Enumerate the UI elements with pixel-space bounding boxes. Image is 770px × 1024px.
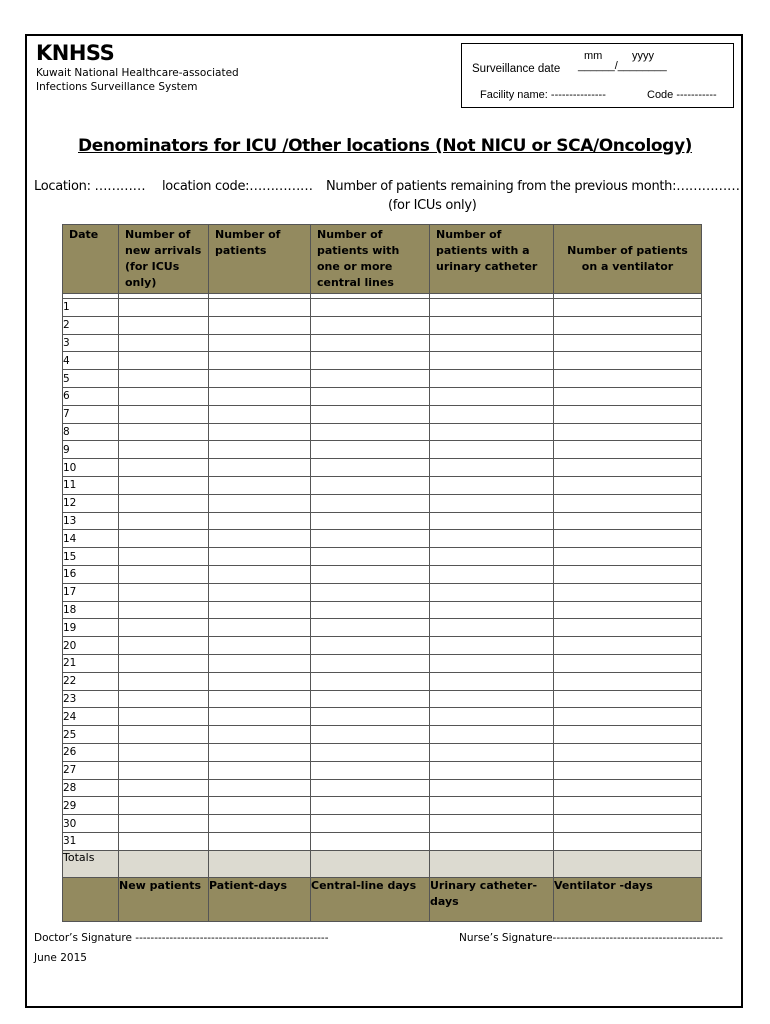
entry-cell[interactable] <box>209 637 311 655</box>
entry-cell[interactable] <box>311 512 430 530</box>
date-cell: 23 <box>63 690 119 708</box>
facility-name-field[interactable]: Facility name: --------------- <box>480 89 606 101</box>
entry-cell[interactable] <box>554 637 702 655</box>
surveillance-date-field[interactable]: ______/________ <box>578 60 667 72</box>
table-row <box>63 476 702 494</box>
icu-only-note: (for ICUs only) <box>388 198 477 213</box>
table-row <box>63 797 702 815</box>
entry-cell[interactable] <box>554 423 702 441</box>
date-cell: 21 <box>63 654 119 672</box>
entry-cell[interactable] <box>311 530 430 548</box>
date-cell: 4 <box>63 352 119 370</box>
entry-cell[interactable] <box>554 815 702 833</box>
date-cell: 19 <box>63 619 119 637</box>
entry-cell[interactable] <box>119 423 209 441</box>
summary-patient-days: Patient-days <box>209 877 311 921</box>
entry-cell[interactable] <box>430 797 554 815</box>
entry-cell[interactable] <box>430 779 554 797</box>
totals-cell[interactable] <box>209 850 311 877</box>
entry-cell[interactable] <box>209 743 311 761</box>
totals-cell[interactable] <box>311 850 430 877</box>
entry-cell[interactable] <box>554 708 702 726</box>
entry-cell[interactable] <box>311 690 430 708</box>
entry-cell[interactable] <box>430 405 554 423</box>
entry-cell[interactable] <box>311 779 430 797</box>
entry-cell[interactable] <box>311 494 430 512</box>
entry-cell[interactable] <box>554 530 702 548</box>
entry-cell[interactable] <box>554 672 702 690</box>
entry-cell[interactable] <box>430 619 554 637</box>
entry-cell[interactable] <box>554 565 702 583</box>
summary-new-patients: New patients <box>119 877 209 921</box>
brand-title: KNHSS <box>36 41 115 65</box>
entry-cell[interactable] <box>430 370 554 388</box>
entry-cell[interactable] <box>311 565 430 583</box>
entry-cell[interactable] <box>311 672 430 690</box>
entry-cell[interactable] <box>430 548 554 566</box>
table-row <box>63 601 702 619</box>
entry-cell[interactable] <box>554 761 702 779</box>
entry-cell[interactable] <box>311 619 430 637</box>
entry-cell[interactable] <box>311 423 430 441</box>
entry-cell[interactable] <box>430 832 554 850</box>
date-cell: 8 <box>63 423 119 441</box>
entry-cell[interactable] <box>554 832 702 850</box>
table-row <box>63 761 702 779</box>
entry-cell[interactable] <box>119 761 209 779</box>
entry-cell[interactable] <box>554 387 702 405</box>
date-cell: 6 <box>63 387 119 405</box>
date-cell: 5 <box>63 370 119 388</box>
table-row <box>63 441 702 459</box>
entry-cell[interactable] <box>430 654 554 672</box>
entry-cell[interactable] <box>209 779 311 797</box>
date-cell: 16 <box>63 565 119 583</box>
entry-cell[interactable] <box>430 352 554 370</box>
previous-month-field[interactable]: Number of patients remaining from the previous month:……………. <box>326 179 744 194</box>
entry-cell[interactable] <box>209 708 311 726</box>
header-ventilator: Number of patients on a ventilator <box>554 225 702 294</box>
date-cell: 22 <box>63 672 119 690</box>
entry-cell[interactable] <box>119 690 209 708</box>
header-central-lines: Number of patients with one or more central lines <box>311 225 430 294</box>
entry-cell[interactable] <box>554 654 702 672</box>
entry-cell[interactable] <box>311 815 430 833</box>
summary-urinary-catheter-days: Urinary catheter-days <box>430 877 554 921</box>
entry-cell[interactable] <box>311 548 430 566</box>
entry-cell[interactable] <box>430 708 554 726</box>
entry-cell[interactable] <box>430 637 554 655</box>
date-cell: 25 <box>63 726 119 744</box>
entry-cell[interactable] <box>209 494 311 512</box>
entry-cell[interactable] <box>311 761 430 779</box>
entry-cell[interactable] <box>311 387 430 405</box>
entry-cell[interactable] <box>430 672 554 690</box>
form-date: June 2015 <box>34 952 87 964</box>
entry-cell[interactable] <box>209 726 311 744</box>
entry-cell[interactable] <box>554 405 702 423</box>
entry-cell[interactable] <box>209 797 311 815</box>
entry-cell[interactable] <box>119 708 209 726</box>
entry-cell[interactable] <box>554 583 702 601</box>
year-label: yyyy <box>632 50 654 62</box>
entry-cell[interactable] <box>554 797 702 815</box>
entry-cell[interactable] <box>311 316 430 334</box>
entry-cell[interactable] <box>209 352 311 370</box>
entry-cell[interactable] <box>119 316 209 334</box>
date-cell: 18 <box>63 601 119 619</box>
table-row <box>63 832 702 850</box>
entry-cell[interactable] <box>209 334 311 352</box>
entry-cell[interactable] <box>311 352 430 370</box>
header-urinary-catheter: Number of patients with a urinary catheter <box>430 225 554 294</box>
entry-cell[interactable] <box>209 815 311 833</box>
table-row <box>63 423 702 441</box>
date-cell: 31 <box>63 832 119 850</box>
entry-cell[interactable] <box>119 405 209 423</box>
date-cell: 14 <box>63 530 119 548</box>
entry-cell[interactable] <box>554 352 702 370</box>
summary-blank <box>63 877 119 921</box>
entry-cell[interactable] <box>430 299 554 317</box>
location-code-field[interactable]: location code:…………… <box>162 179 313 194</box>
entry-cell[interactable] <box>209 387 311 405</box>
table-row <box>63 512 702 530</box>
date-cell: 10 <box>63 459 119 477</box>
entry-cell[interactable] <box>311 654 430 672</box>
entry-cell[interactable] <box>209 530 311 548</box>
table-row <box>63 565 702 583</box>
date-cell: 20 <box>63 637 119 655</box>
entry-cell[interactable] <box>209 565 311 583</box>
date-cell: 11 <box>63 476 119 494</box>
entry-cell[interactable] <box>430 441 554 459</box>
totals-cell[interactable] <box>554 850 702 877</box>
entry-cell[interactable] <box>119 779 209 797</box>
entry-cell[interactable] <box>119 476 209 494</box>
table-row <box>63 334 702 352</box>
table-header-row <box>63 225 702 294</box>
entry-cell[interactable] <box>209 512 311 530</box>
entry-cell[interactable] <box>430 512 554 530</box>
date-cell: 1 <box>63 299 119 317</box>
table-row <box>63 459 702 477</box>
entry-cell[interactable] <box>209 423 311 441</box>
entry-cell[interactable] <box>554 316 702 334</box>
table-row <box>63 743 702 761</box>
entry-cell[interactable] <box>554 334 702 352</box>
entry-cell[interactable] <box>554 779 702 797</box>
entry-cell[interactable] <box>209 405 311 423</box>
table-row <box>63 548 702 566</box>
entry-cell[interactable] <box>119 726 209 744</box>
table-row <box>63 387 702 405</box>
entry-cell[interactable] <box>209 548 311 566</box>
table-row <box>63 370 702 388</box>
date-cell: 17 <box>63 583 119 601</box>
entry-cell[interactable] <box>311 370 430 388</box>
brand-line-1: Kuwait National Healthcare-associated <box>36 67 239 79</box>
doctor-signature-field[interactable]: Doctor’s Signature --------------------------------------------------- <box>34 932 329 944</box>
entry-cell[interactable] <box>311 708 430 726</box>
entry-cell[interactable] <box>209 832 311 850</box>
entry-cell[interactable] <box>554 512 702 530</box>
entry-cell[interactable] <box>119 565 209 583</box>
entry-cell[interactable] <box>311 405 430 423</box>
entry-cell[interactable] <box>554 459 702 477</box>
surveillance-info-box <box>461 43 734 108</box>
brand-line-2: Infections Surveillance System <box>36 81 198 93</box>
entry-cell[interactable] <box>209 672 311 690</box>
entry-cell[interactable] <box>119 815 209 833</box>
entry-cell[interactable] <box>554 601 702 619</box>
nurse-signature-field[interactable]: Nurse’s Signature--------------------------------------------- <box>459 932 724 944</box>
entry-cell[interactable] <box>311 299 430 317</box>
month-label: mm <box>584 50 603 62</box>
date-cell: 15 <box>63 548 119 566</box>
entry-cell[interactable] <box>119 512 209 530</box>
entry-cell[interactable] <box>311 832 430 850</box>
entry-cell[interactable] <box>119 548 209 566</box>
table-row <box>63 726 702 744</box>
date-cell: 9 <box>63 441 119 459</box>
entry-cell[interactable] <box>119 370 209 388</box>
date-cell: 28 <box>63 779 119 797</box>
entry-cell[interactable] <box>430 565 554 583</box>
entry-cell[interactable] <box>119 672 209 690</box>
table-row <box>63 779 702 797</box>
table-body <box>63 294 702 851</box>
date-cell: 29 <box>63 797 119 815</box>
entry-cell[interactable] <box>554 494 702 512</box>
entry-cell[interactable] <box>554 690 702 708</box>
table-row <box>63 654 702 672</box>
entry-cell[interactable] <box>430 387 554 405</box>
entry-cell[interactable] <box>311 583 430 601</box>
entry-cell[interactable] <box>209 316 311 334</box>
summary-labels-row <box>63 877 702 921</box>
table-row <box>63 583 702 601</box>
table-row <box>63 494 702 512</box>
entry-cell[interactable] <box>209 761 311 779</box>
entry-cell[interactable] <box>119 441 209 459</box>
table-row <box>63 352 702 370</box>
code-field[interactable]: Code ----------- <box>647 89 717 101</box>
entry-cell[interactable] <box>209 476 311 494</box>
entry-cell[interactable] <box>311 726 430 744</box>
entry-cell[interactable] <box>430 459 554 477</box>
summary-central-line-days: Central-line days <box>311 877 430 921</box>
date-cell: 26 <box>63 743 119 761</box>
header-date: Date <box>63 225 119 294</box>
entry-cell[interactable] <box>209 654 311 672</box>
date-cell: 2 <box>63 316 119 334</box>
entry-cell[interactable] <box>119 334 209 352</box>
entry-cell[interactable] <box>119 583 209 601</box>
entry-cell[interactable] <box>430 334 554 352</box>
entry-cell[interactable] <box>554 548 702 566</box>
entry-cell[interactable] <box>430 476 554 494</box>
entry-cell[interactable] <box>119 459 209 477</box>
entry-cell[interactable] <box>430 690 554 708</box>
entry-cell[interactable] <box>119 494 209 512</box>
date-cell: 3 <box>63 334 119 352</box>
table-row <box>63 619 702 637</box>
table-row <box>63 815 702 833</box>
entry-cell[interactable] <box>554 370 702 388</box>
brand-block <box>36 40 239 94</box>
entry-cell[interactable] <box>119 637 209 655</box>
entry-cell[interactable] <box>311 637 430 655</box>
denominator-table <box>62 224 702 922</box>
entry-cell[interactable] <box>209 690 311 708</box>
entry-cell[interactable] <box>119 601 209 619</box>
entry-cell[interactable] <box>430 743 554 761</box>
entry-cell[interactable] <box>209 299 311 317</box>
entry-cell[interactable] <box>554 299 702 317</box>
entry-cell[interactable] <box>554 743 702 761</box>
date-cell: 13 <box>63 512 119 530</box>
entry-cell[interactable] <box>311 334 430 352</box>
totals-cell[interactable] <box>430 850 554 877</box>
entry-cell[interactable] <box>430 494 554 512</box>
table-row <box>63 530 702 548</box>
totals-label: Totals <box>63 850 119 877</box>
header-new-arrivals: Number of new arrivals (for ICUs only) <box>119 225 209 294</box>
entry-cell[interactable] <box>430 815 554 833</box>
entry-cell[interactable] <box>311 743 430 761</box>
table-row <box>63 708 702 726</box>
entry-cell[interactable] <box>554 619 702 637</box>
entry-cell[interactable] <box>119 352 209 370</box>
entry-cell[interactable] <box>430 601 554 619</box>
entry-cell[interactable] <box>119 832 209 850</box>
entry-cell[interactable] <box>430 316 554 334</box>
entry-cell[interactable] <box>430 423 554 441</box>
totals-row <box>63 850 702 877</box>
table-row <box>63 316 702 334</box>
table-row <box>63 405 702 423</box>
entry-cell[interactable] <box>209 370 311 388</box>
entry-cell[interactable] <box>311 476 430 494</box>
entry-cell[interactable] <box>119 654 209 672</box>
entry-cell[interactable] <box>554 476 702 494</box>
entry-cell[interactable] <box>430 761 554 779</box>
entry-cell[interactable] <box>119 530 209 548</box>
entry-cell[interactable] <box>430 530 554 548</box>
location-field[interactable]: Location: ………… <box>34 179 146 194</box>
entry-cell[interactable] <box>209 619 311 637</box>
entry-cell[interactable] <box>119 299 209 317</box>
entry-cell[interactable] <box>209 601 311 619</box>
entry-cell[interactable] <box>209 459 311 477</box>
summary-ventilator-days: Ventilator -days <box>554 877 702 921</box>
entry-cell[interactable] <box>430 583 554 601</box>
table-row <box>63 672 702 690</box>
date-cell: 27 <box>63 761 119 779</box>
entry-cell[interactable] <box>554 441 702 459</box>
table-row <box>63 690 702 708</box>
entry-cell[interactable] <box>119 387 209 405</box>
date-cell: 7 <box>63 405 119 423</box>
entry-cell[interactable] <box>119 619 209 637</box>
entry-cell[interactable] <box>311 459 430 477</box>
date-cell: 30 <box>63 815 119 833</box>
entry-cell[interactable] <box>311 441 430 459</box>
header-patients: Number of patients <box>209 225 311 294</box>
entry-cell[interactable] <box>119 743 209 761</box>
entry-cell[interactable] <box>209 583 311 601</box>
entry-cell[interactable] <box>430 726 554 744</box>
entry-cell[interactable] <box>311 601 430 619</box>
entry-cell[interactable] <box>119 797 209 815</box>
entry-cell[interactable] <box>554 726 702 744</box>
entry-cell[interactable] <box>209 441 311 459</box>
table-row <box>63 299 702 317</box>
date-cell: 12 <box>63 494 119 512</box>
page-title: Denominators for ICU /Other locations (Not NICU or SCA/Oncology) <box>78 136 692 156</box>
surveillance-date-label: Surveillance date <box>472 63 561 75</box>
totals-cell[interactable] <box>119 850 209 877</box>
entry-cell[interactable] <box>311 797 430 815</box>
table-row <box>63 637 702 655</box>
date-cell: 24 <box>63 708 119 726</box>
